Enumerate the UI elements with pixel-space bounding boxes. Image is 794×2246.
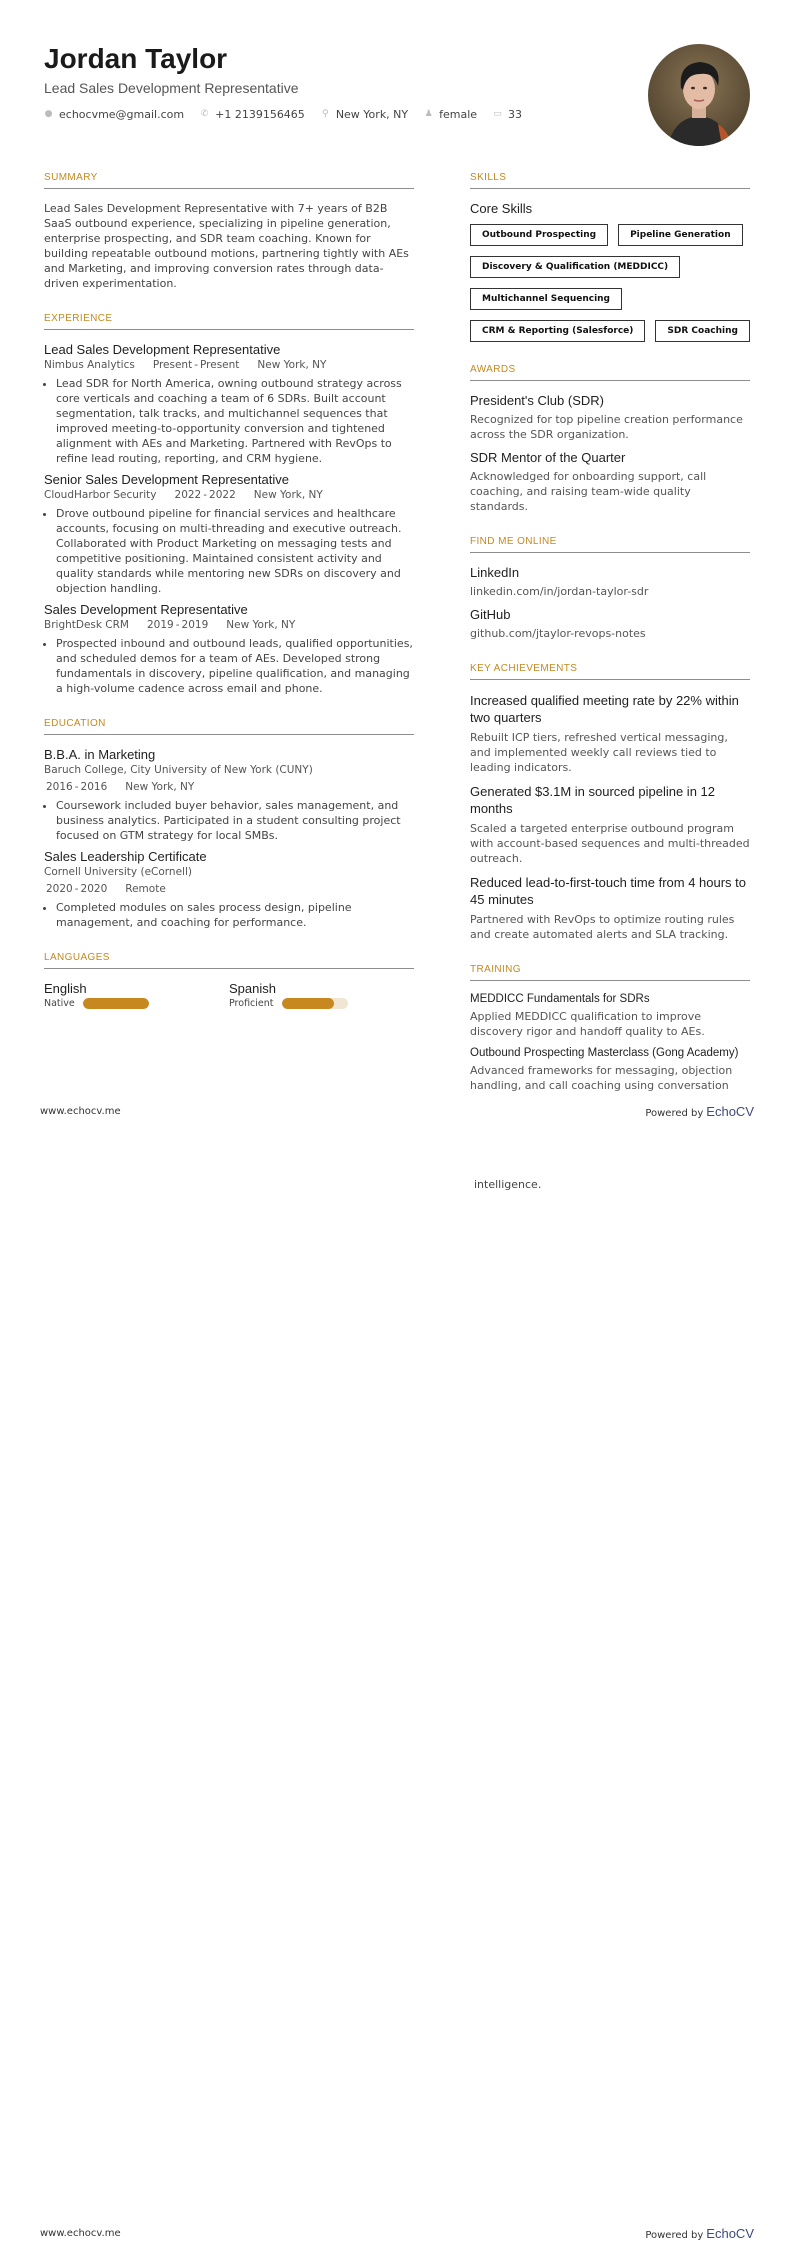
contact-age-text: 33 xyxy=(508,108,523,121)
language-level: Native xyxy=(44,998,75,1009)
location-icon: ⚲ xyxy=(322,109,329,119)
job-location: New York, NY xyxy=(257,359,327,371)
avatar xyxy=(648,44,750,146)
job-meta xyxy=(44,489,414,501)
contact-age xyxy=(493,108,522,121)
training-section xyxy=(470,964,750,1093)
job-bullets xyxy=(44,636,414,696)
skill-tag: Discovery & Qualification (MEDDICC) xyxy=(470,256,680,278)
company-name: CloudHarbor Security xyxy=(44,489,157,501)
achievements-section xyxy=(470,663,750,942)
contact-location-text: New York, NY xyxy=(335,108,409,121)
education-location: Remote xyxy=(125,883,166,895)
footer-powered-by: Powered by EchoCV xyxy=(645,1104,754,1119)
calendar-icon: ▭ xyxy=(493,109,502,119)
proficiency-bar xyxy=(282,998,348,1009)
company-name: BrightDesk CRM xyxy=(44,619,129,631)
contact-list xyxy=(44,108,644,121)
degree-title: Sales Leadership Certificate xyxy=(44,849,207,864)
education-bullets xyxy=(44,798,414,843)
profile-link[interactable]: github.com/jtaylor-revops-notes xyxy=(470,627,646,640)
language-level: Proficient xyxy=(229,998,274,1009)
contact-phone[interactable] xyxy=(200,108,305,121)
achievements-heading: KEY ACHIEVEMENTS xyxy=(470,663,750,680)
training-overflow-text: intelligence. xyxy=(474,1178,542,1191)
footer-brand[interactable]: EchoCV xyxy=(706,1104,754,1119)
proficiency-fill xyxy=(282,998,335,1009)
achievement-description: Partnered with RevOps to optimize routing rules and create automated alerts and SLA tracking. xyxy=(470,913,735,941)
skills-group-title: Core Skills xyxy=(470,201,533,216)
education-section xyxy=(44,718,414,930)
page-footer xyxy=(40,1104,754,1119)
skills-heading: SKILLS xyxy=(470,172,750,189)
footer-brand[interactable]: EchoCV xyxy=(706,2226,754,2241)
contact-location xyxy=(321,108,408,121)
candidate-headline: Lead Sales Development Representative xyxy=(44,80,299,96)
training-heading: TRAINING xyxy=(470,964,750,981)
awards-heading: AWARDS xyxy=(470,364,750,381)
education-location: New York, NY xyxy=(125,781,195,793)
experience-heading: EXPERIENCE xyxy=(44,313,414,330)
skill-tag: Pipeline Generation xyxy=(618,224,743,246)
candidate-name: Jordan Taylor xyxy=(44,43,228,74)
job-location: New York, NY xyxy=(253,489,323,501)
skill-tag: SDR Coaching xyxy=(655,320,750,342)
person-icon: ♟ xyxy=(424,109,433,119)
job-bullets xyxy=(44,506,414,596)
award-description: Acknowledged for onboarding support, call coaching, and raising team-wide quality standards. xyxy=(470,470,707,513)
experience-item xyxy=(44,472,414,596)
online-heading: FIND ME ONLINE xyxy=(470,536,750,553)
training-description: Advanced frameworks for messaging, objection handling, and call coaching using conversation xyxy=(470,1064,733,1092)
achievement-title: Generated $3.1M in sourced pipeline in 12 months xyxy=(470,784,715,816)
job-title: Lead Sales Development Representative xyxy=(44,342,281,357)
education-meta xyxy=(44,883,414,895)
job-location: New York, NY xyxy=(226,619,296,631)
skill-tags xyxy=(470,224,750,342)
contact-gender xyxy=(424,108,477,121)
profile-name: LinkedIn xyxy=(470,565,520,580)
language-name: English xyxy=(44,981,87,996)
job-meta xyxy=(44,619,414,631)
achievement-title: Increased qualified meeting rate by 22% within two quarters xyxy=(470,693,739,725)
award-name: President's Club (SDR) xyxy=(470,393,604,408)
footer-site-link[interactable]: www.echocv.me xyxy=(40,2228,121,2239)
online-section xyxy=(470,536,750,641)
left-column xyxy=(44,172,414,1031)
job-meta xyxy=(44,359,414,371)
training-title: MEDDICC Fundamentals for SDRs xyxy=(470,993,650,1005)
language-name: Spanish xyxy=(229,981,276,996)
experience-item xyxy=(44,602,414,696)
skill-tag: Outbound Prospecting xyxy=(470,224,608,246)
skill-tag: Multichannel Sequencing xyxy=(470,288,622,310)
language-level-row xyxy=(229,998,414,1009)
profile-link[interactable]: linkedin.com/in/jordan-taylor-sdr xyxy=(470,585,649,598)
contact-phone-text: +1 2139156465 xyxy=(215,108,305,121)
school-name: Cornell University (eCornell) xyxy=(44,866,192,878)
job-bullets xyxy=(44,376,414,466)
job-dates: Present - Present xyxy=(152,359,240,371)
languages-heading: LANGUAGES xyxy=(44,952,414,969)
page-footer-2 xyxy=(40,2226,754,2241)
company-name: Nimbus Analytics xyxy=(44,359,135,371)
job-bullet: • Lead SDR for North America, owning outbound strategy across core verticals and coaching a team of 6 SDRs. Built account segmentation, talk tracks, and multichannel sequences that improved meeting-to-opportunity conversion and tightened alignment with AEs and Marketing. Partnered with RevOps to refine lead routing, reporting, and CRM hygiene. xyxy=(56,376,414,466)
email-icon: ● xyxy=(44,109,53,119)
job-bullet: • Prospected inbound and outbound leads, qualified opportunities, and scheduled demos for a team of AEs. Developed strong fundamentals in discovery, pipeline qualification, and managing a high-volume cadence across email and phone. xyxy=(56,636,414,696)
contact-email[interactable] xyxy=(44,108,184,121)
achievement-description: Rebuilt ICP tiers, refreshed vertical messaging, and implemented weekly call reviews tied to leading indicators. xyxy=(470,731,728,774)
job-title: Senior Sales Development Representative xyxy=(44,472,289,487)
achievement-description: Scaled a targeted enterprise outbound program with account-based sequences and multi-threaded outreach. xyxy=(470,822,750,865)
achievement-title: Reduced lead-to-first-touch time from 4 hours to 45 minutes xyxy=(470,875,747,907)
skills-section xyxy=(470,172,750,342)
awards-section xyxy=(470,364,750,514)
language-level-row xyxy=(44,998,229,1009)
language-list xyxy=(44,981,414,1009)
summary-text: Lead Sales Development Representative with 7+ years of B2B SaaS outbound experience, specializing in pipeline generation, enterprise prospecting, and SDR team coaching. Known for building repeatable outbound motions, partnering tightly with AEs and Marketing, and improving conversion rates through data-driven experimentation. xyxy=(44,202,409,290)
phone-icon: ✆ xyxy=(200,109,209,119)
experience-section xyxy=(44,313,414,696)
education-bullets xyxy=(44,900,414,930)
contact-email-text: echocvme@gmail.com xyxy=(59,108,185,121)
education-bullet: • Completed modules on sales process design, pipeline management, and coaching for performance. xyxy=(56,900,414,930)
skill-tag: CRM & Reporting (Salesforce) xyxy=(470,320,645,342)
training-title: Outbound Prospecting Masterclass (Gong Academy) xyxy=(470,1047,739,1059)
language-item xyxy=(229,981,414,1009)
languages-section xyxy=(44,952,414,1009)
summary-section xyxy=(44,172,414,291)
award-description: Recognized for top pipeline creation performance across the SDR organization. xyxy=(470,413,743,441)
footer-site-link[interactable]: www.echocv.me xyxy=(40,1106,121,1117)
education-meta xyxy=(44,781,414,793)
education-dates: 2020 - 2020 xyxy=(46,883,108,895)
job-bullet: • Drove outbound pipeline for financial services and healthcare accounts, focusing on multi-threading and executive outreach. Collaborated with Product Marketing on messaging tests and competitive positioning. Maintained consistent activity and quality standards while mentoring new SDRs on discovery and objection handling. xyxy=(56,506,414,596)
job-dates: 2019 - 2019 xyxy=(147,619,209,631)
summary-heading: SUMMARY xyxy=(44,172,414,189)
education-bullet: • Coursework included buyer behavior, sales management, and business analytics. Participated in a student consulting project focused on GTM strategy for local SMBs. xyxy=(56,798,414,843)
resume-header xyxy=(44,42,644,121)
footer-powered-by: Powered by EchoCV xyxy=(645,2226,754,2241)
education-item xyxy=(44,747,414,843)
award-name: SDR Mentor of the Quarter xyxy=(470,450,626,465)
right-column xyxy=(470,172,750,1115)
experience-item xyxy=(44,342,414,466)
degree-title: B.B.A. in Marketing xyxy=(44,747,156,762)
proficiency-bar xyxy=(83,998,149,1009)
education-heading: EDUCATION xyxy=(44,718,414,735)
training-description: Applied MEDDICC qualification to improve discovery rigor and handoff quality to AEs. xyxy=(470,1010,705,1038)
language-item xyxy=(44,981,229,1009)
contact-gender-text: female xyxy=(439,108,478,121)
job-dates: 2022 - 2022 xyxy=(174,489,236,501)
profile-name: GitHub xyxy=(470,607,511,622)
proficiency-fill xyxy=(83,998,149,1009)
school-name: Baruch College, City University of New York (CUNY) xyxy=(44,764,313,776)
job-title: Sales Development Representative xyxy=(44,602,248,617)
education-dates: 2016 - 2016 xyxy=(46,781,108,793)
education-item xyxy=(44,849,414,930)
